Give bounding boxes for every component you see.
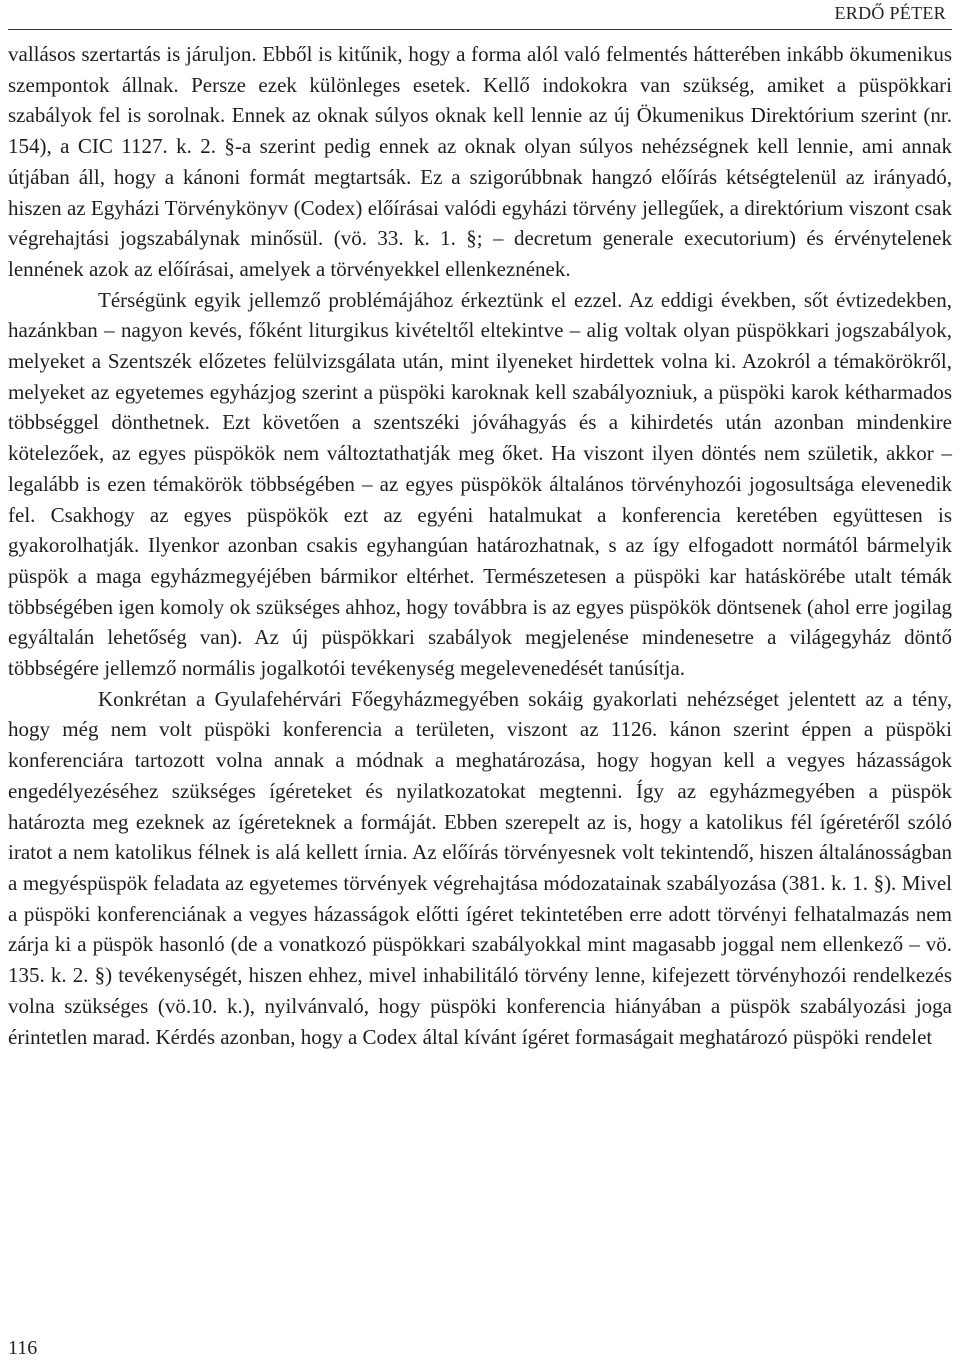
paragraph-2: Térségünk egyik jellemző problémájához érkeztünk el ezzel. Az eddigi években, sőt évtizedekben, hazánkban – nagyon kevés, főként liturgikus kivételtől eltekintve – alig voltak olyan püspökkari jogszabályok, melyeket a Szentszék előzetes felülvizsgálata után, mint ilyeneket hirdettek volna ki. Azokról a témakörökről, melyeket az egyetemes egyházjog szerint a püspöki karoknak kell szabályozniuk, a püspöki karok kétharmados többséggel dönthetnek. Ezt követően a szentszéki jóváhagyás és a kihirdetés után azonban mindenkire kötelezőek, az egyes püspökök nem változtathatják meg őket. Ha viszont ilyen döntés nem születik, akkor – legalább is ezen témakörök többségében – az egyes püspökök általános törvényhozói jogosultsága elevenedik fel. Csakhogy az egyes püspökök ezt az egyéni hatalmukat a konferencia keretében együttesen is gyakorolhatják. Ilyenkor azonban csakis egyhangúan határozhatnak, s az így elfogadott normától bármelyik püspök a maga egyházmegyéjében bármikor eltérhet. Természetesen a püspöki kar hatáskörébe utalt témák többségében igen komoly ok szükséges ahhoz, hogy továbbra is az egyes püspökök döntsenek (ahol erre jogilag egyáltalán lehetőség van). Az új püspökkari szabályok megjelenése mindenesetre a világegyház döntő többségére jellemző normális jogalkotói tevékenység megelevenedését tanúsítja. — [8, 287, 952, 681]
running-head-author: ERDŐ PÉTER — [834, 3, 946, 23]
paragraph-1: vallásos szertartás is járuljon. Ebből is kitűnik, hogy a forma alól való felmentés hátterében inkább ökumenikus szempontok állnak. Persze ezek különleges esetek. Kellő indokokra van szükség, amiket a püspökkari szabályok fel is sorolnak. Ennek az oknak súlyos oknak kell lennie az új Ökumenikus Direktórium szerint (nr. 154), a CIC 1127. k. 2. §-a szerint pedig ennek az oknak olyan súlyos nehézségnek kell lennie, ami annak útjában áll, hogy a kánoni formát megtartsák. Ez a szigorúbbnak hangzó előírás kétségtelenül az irányadó, hiszen az Egyházi Törvénykönyv (Codex) előírásai valódi egyházi törvény jellegűek, a direktórium viszont csak végrehajtási jogszabálynak minősül. (vö. 33. k. 1. §; – decretum generale executorium) és érvénytelenek lennének azok az előírásai, amelyek a törvényekkel ellenkeznének. — [8, 42, 952, 281]
page-body — [8, 39, 952, 1052]
page-number: 116 — [8, 1337, 38, 1359]
paragraph-3: Konkrétan a Gyulafehérvári Főegyházmegyében sokáig gyakorlati nehézséget jelentett az a tény, hogy még nem volt püspöki konferencia a területen, viszont az 1126. kánon szerint éppen a püspöki konferenciára tartozott volna annak a módnak a meghatározása, hogy hogyan kell a vegyes házasságok engedélyezéséhez szükséges ígéreteket és nyilatkozatokat megtenni. Így az egyházmegyében a püspök határozta meg ezeknek az ígéreteknek a formáját. Ebben szerepelt az is, hogy a katolikus fél ígéretéről szóló iratot a nem katolikus félnek is alá kellett írnia. Az előírás törvényesnek volt tekintendő, hiszen általánosságban a megyéspüspök feladata az egyetemes törvények végrehajtása módozatainak szabályozása (381. k. 1. §). Mivel a püspöki konferenciának a vegyes házasságok előtti ígéret tekintetében erre adott törvényi felhatalmazás nem zárja ki a püspök hasonló (de a vonatkozó püspökkari szabályokkal mint magasabb joggal nem ellenkező – vö. 135. k. 2. §) tevékenységét, hiszen ehhez, mivel inhabilitáló törvény lenne, kifejezett törvényhozói rendelkezés volna szükséges (vö.10. k.), nyilvánvaló, hogy püspöki konferencia hiányában a püspök szabályozási joga érintetlen marad. Kérdés azonban, hogy a Codex által kívánt ígéret formaságait meghatározó püspöki rendelet — [8, 686, 952, 1049]
header-rule — [8, 29, 952, 30]
